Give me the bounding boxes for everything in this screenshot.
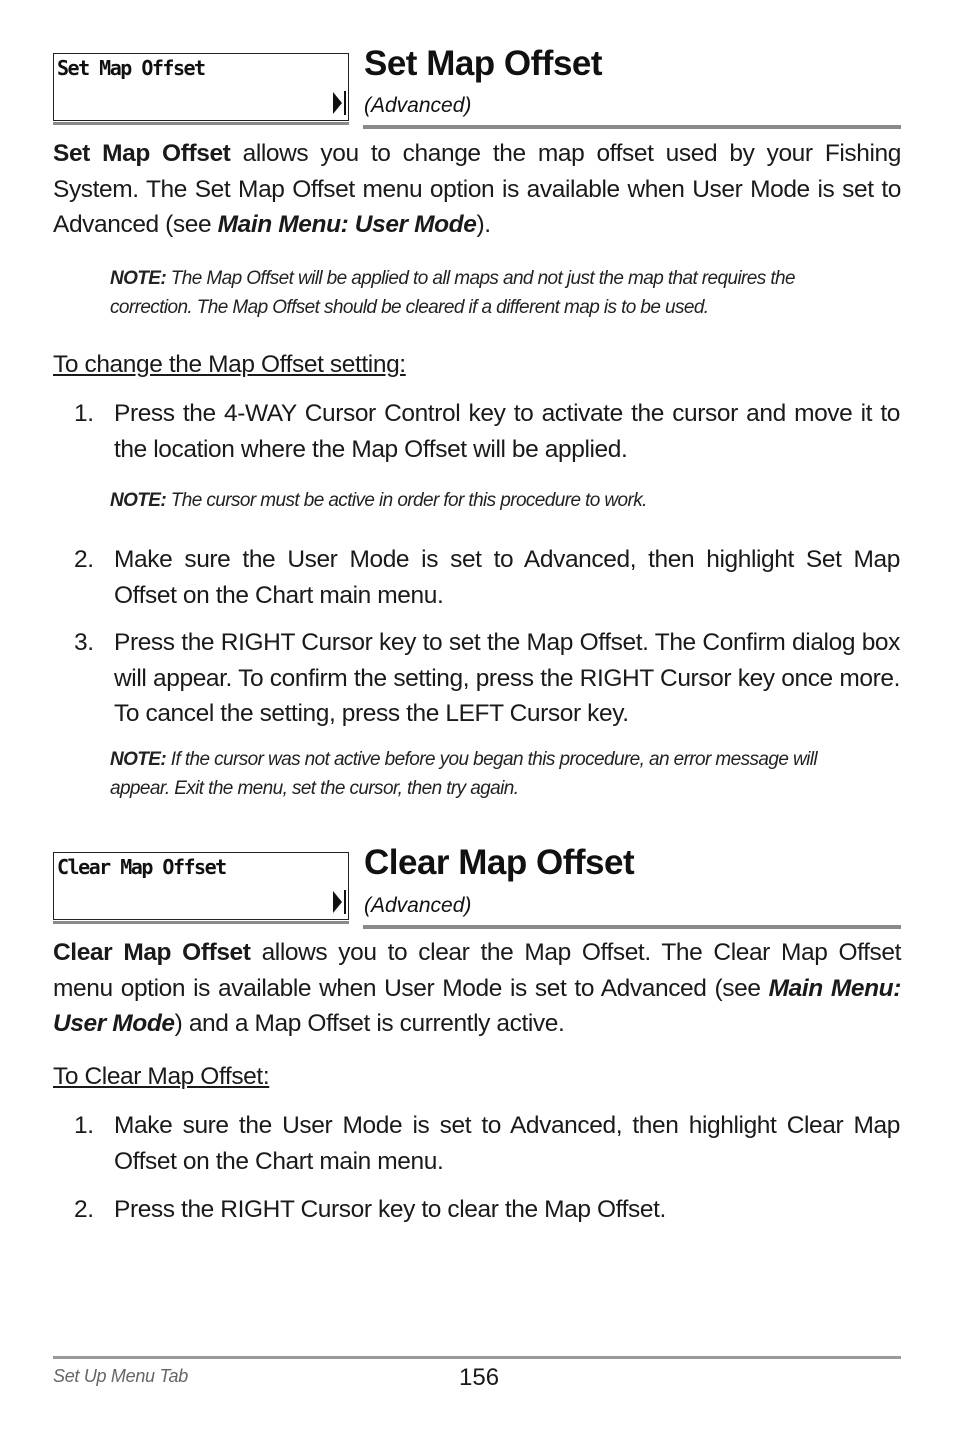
note: [110, 745, 870, 803]
set-map-offset-menu-image: [53, 53, 349, 121]
intro-ref: Main Menu: User Mode: [53, 974, 901, 1037]
step-text: Press the RIGHT Cursor key to set the Map Offset. The Confirm dialog box will appear. To confirm the setting, press the RIGHT Cursor key once more. To cancel the setting, press the LEFT Cursor key.: [114, 629, 900, 727]
menu-arrow-bar: [344, 890, 346, 914]
section-subtitle: (Advanced): [364, 894, 472, 917]
list-item: [74, 542, 900, 613]
step-text: Make sure the User Mode is set to Advanced, then highlight Clear Map Offset on the Chart main menu.: [114, 1112, 900, 1175]
intro-text: allows you to change the map offset used by your Fishing System. The Set Map Offset menu option is available when User Mode is set to Advanced (see: [53, 140, 901, 238]
section-title: Set Map Offset: [364, 44, 603, 83]
menu-image-label: Set Map Offset: [57, 56, 205, 80]
list-item: [74, 1108, 900, 1179]
procedure-title: To change the Map Offset setting:: [53, 351, 406, 378]
footer-section-name: Set Up Menu Tab: [53, 1366, 188, 1386]
menu-image-label: Clear Map Offset: [57, 855, 226, 879]
section-rule: [363, 925, 901, 929]
section-subtitle: (Advanced): [364, 94, 472, 117]
step-number: 2.: [74, 546, 94, 573]
procedure-title: To Clear Map Offset:: [53, 1063, 270, 1090]
footer-rule: [53, 1356, 901, 1359]
step-number: 3.: [74, 629, 94, 656]
note-label: NOTE:: [110, 268, 167, 289]
step-number: 1.: [74, 400, 94, 427]
step-text: Press the RIGHT Cursor key to clear the Map Offset.: [114, 1196, 666, 1223]
intro-bold: Set Map Offset: [53, 140, 231, 167]
step-text: Make sure the User Mode is set to Advanced, then highlight Set Map Offset on the Chart main menu.: [114, 546, 900, 609]
note-text: The Map Offset will be applied to all maps and not just the map that requires the correction. The Map Offset should be cleared if a different map is to be used.: [110, 268, 795, 318]
intro-ref: Main Menu: User Mode: [217, 211, 477, 238]
step-number: 2.: [74, 1196, 94, 1223]
intro-bold: Clear Map Offset: [53, 939, 251, 966]
menu-arrow-bar: [344, 91, 346, 115]
section-intro: [53, 935, 901, 1042]
note: [110, 264, 870, 322]
clear-map-offset-menu-image: [53, 852, 349, 920]
note-text: If the cursor was not active before you began this procedure, an error message will appear. Exit the menu, set the cursor, then try again.: [110, 749, 817, 799]
step-text: Press the 4-WAY Cursor Control key to activate the cursor and move it to the location where the Map Offset will be applied.: [114, 400, 900, 463]
menu-image-rule: [53, 921, 349, 924]
list-item: [74, 396, 900, 467]
page-number: 156: [459, 1364, 500, 1391]
note-label: NOTE:: [110, 749, 167, 770]
intro-text: allows you to clear the Map Offset. The Clear Map Offset menu option is available when User Mode is set to Advanced (see: [53, 939, 901, 1002]
step-number: 1.: [74, 1112, 94, 1139]
menu-image-rule: [53, 122, 349, 125]
note-label: NOTE:: [110, 490, 167, 511]
note-text: The cursor must be active in order for this procedure to work.: [166, 490, 647, 511]
section-rule: [363, 125, 901, 129]
intro-end: ).: [476, 211, 491, 238]
list-item: [74, 625, 900, 732]
section-intro: [53, 136, 901, 243]
right-arrow-icon: [333, 891, 342, 913]
intro-end: ) and a Map Offset is currently active.: [174, 1010, 565, 1037]
list-item: [74, 1192, 900, 1228]
right-arrow-icon: [333, 92, 342, 114]
section-title: Clear Map Offset: [364, 843, 635, 882]
note: [110, 486, 870, 515]
